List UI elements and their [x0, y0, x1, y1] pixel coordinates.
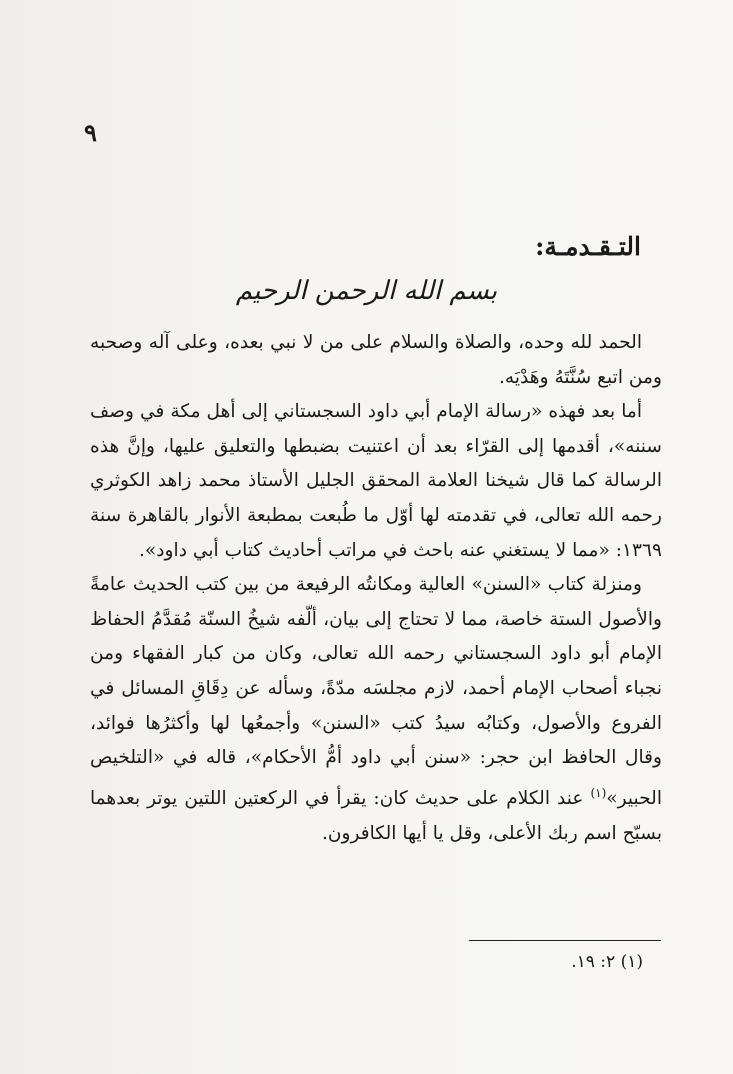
footnote: (١) ٢: ١٩. [571, 952, 643, 972]
page-number: ٩ [84, 118, 97, 147]
paragraph-3-text: ومنزلة كتاب «السنن» العالية ومكانتُه الرفيعة من بين كتب الحديث عامةً والأصول الستة خاصة، مما لا تحتاج إلى بيان، ألّفه شيخُ السنّة مُقدَّمُ الحفاظ الإمام أبو داود السجستاني رحمه الله تعالى، وكان من كبار الفقهاء ومن نجباء أصحاب الإمام أحمد، لازم مجلسَه مدّةً، وسأله عن دِقَاقِ المسائل في الفروع والأصول، وكتابُه سيدُ كتب «السنن» وأجمعُها لها وأكثرُها فوائد، وقال الحافظ ابن حجر: «سنن أبي داود أمُّ الأحكام»، قاله في «التلخيص الحبير» [90, 574, 662, 809]
section-title: التـقـدمـة: [535, 232, 641, 261]
paragraph-1: الحمد لله وحده، والصلاة والسلام على من لا نبي بعده، وعلى آله وصحبه ومن اتبع سُنَّتَهُ وهَدْيَه. [90, 332, 662, 388]
paragraph-3-text-end: عند الكلام على حديث كان: يقرأ في الركعتين اللتين يوتر بعدهما بسبّح اسم ربك الأعلى، وقل يا أيها الكافرون. [90, 787, 662, 844]
paragraph-2: أما بعد فهذه «رسالة الإمام أبي داود السجستاني إلى أهل مكة في وصف سننه»، أقدمها إلى القرّاء بعد أن اعتنيت بضبطها والتعليق عليها، وإنَّ هذه الرسالة كما قال شيخنا العلامة المحقق الجليل الأستاذ محمد زاهد الكوثري رحمه الله تعالى، في تقدمته لها أوّل ما طُبعت بمطبعة الأنوار بالقاهرة سنة ١٣٦٩: «مما لا يستغني عنه باحث في مراتب أحاديث كتاب أبي داود». [90, 401, 662, 561]
body-text [90, 326, 662, 851]
footnote-reference: (١) [590, 785, 607, 800]
paragraph-3 [90, 568, 662, 851]
basmala-calligraphy: بسم الله الرحمن الرحيم [235, 276, 498, 306]
footnote-separator [469, 940, 661, 941]
